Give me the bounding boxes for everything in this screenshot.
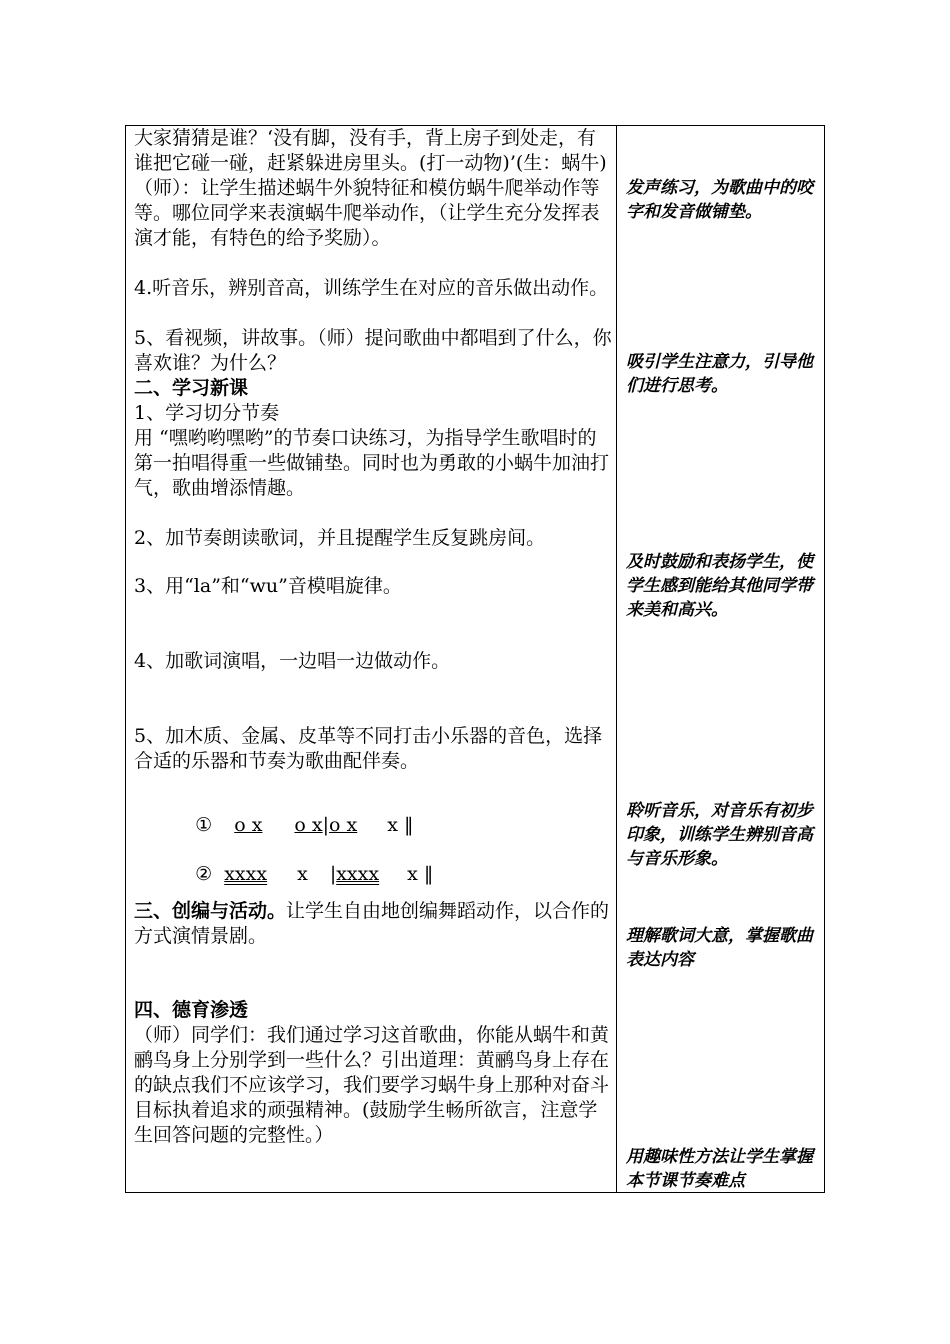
section-heading-4: 四、德育渗透 [134, 999, 249, 1021]
lesson-plan-table [125, 125, 825, 1193]
section-heading-3: 三、创编与活动。 [134, 900, 287, 922]
rhythm-2-barline: | [329, 863, 337, 885]
section-3-body: 让学生自由地创编舞蹈动作，以合作的方式演情景剧。 [134, 900, 610, 947]
rhythm-1-beat-b: o x [294, 814, 323, 836]
section-heading-2: 二、学习新课 [134, 377, 249, 399]
item3-text: 3、用“la”和“wu”音模唱旋律。 [134, 575, 402, 597]
rhythm-2-beat-c: xxxx [336, 863, 380, 885]
video-paragraph: 5、看视频，讲故事。（师）提问歌曲中都唱到了什么，你喜欢谁？为什么？ [134, 327, 612, 374]
note-attention: 吸引学生注意力，引导他们进行思考。 [626, 352, 813, 396]
note-lyrics: 理解歌词大意，掌握歌曲表达内容 [626, 926, 813, 970]
item5-text: 5、加木质、金属、皮革等不同打击小乐器的音色，选择合适的乐器和节奏为歌曲配伴奏。 [134, 725, 603, 772]
section-4-body: （师）同学们：我们通过学习这首歌曲，你能从蜗牛和黄鹂鸟身上分别学到一些什么？引出道理：黄鹂鸟身上存在的缺点我们不应该学习，我们要学习蜗牛身上那种对奋斗目标执着追求的顽强精神。(鼓励学生畅所欲言，注意学生回答问题的完整性。） [134, 1024, 610, 1146]
rhythm-2-beat-b: x [297, 863, 308, 885]
rhythm-1-number: ① [195, 814, 213, 836]
note-vocal-practice: 发声练习，为歌曲中的咬字和发音做铺垫。 [626, 178, 813, 222]
column-divider [616, 126, 617, 1192]
rhythm-2-beat-d: x ‖ [407, 863, 434, 885]
item4-text: 4、加歌词演唱，一边唱一边做动作。 [134, 650, 451, 672]
rhythm-2-number: ② [195, 863, 213, 885]
note-rhythm: 用趣味性方法让学生掌握本节课节奏难点 [626, 1147, 813, 1191]
rhythm-2-beat-a: xxxx [224, 863, 268, 885]
section-3-paragraph [134, 899, 612, 949]
rhythm-1-barline: | [322, 814, 330, 836]
rhythm-1-beat-a: o x [234, 814, 263, 836]
item1-body: 用 “嘿哟哟嘿哟”的节奏口诀练习，为指导学生歌唱时的第一拍唱得重一些做铺垫。同时也为勇敢的小蜗牛加油打气，歌曲增添情趣。 [134, 427, 610, 499]
intro-paragraph: 大家猜猜是谁？‘没有脚，没有手，背上房子到处走，有谁把它碰一碰，赶紧躲进房里头。(打一动物)’(生：蜗牛)（师）：让学生描述蜗牛外貌特征和模仿蜗牛爬举动作等等。哪位同学来表演蜗牛爬举动作，（让学生充分发挥表演才能，有特色的给予奖励）。 [134, 127, 607, 249]
item1-title: 1、学习切分节奏 [134, 402, 280, 424]
note-encourage: 及时鼓励和表扬学生，使学生感到能给其他同学带来美和高兴。 [626, 552, 813, 620]
item2-text: 2、加节奏朗读歌词，并且提醒学生反复跳房间。 [134, 527, 546, 549]
rhythm-1-beat-d: x ‖ [387, 814, 414, 836]
listen-paragraph: 4.听音乐，辨别音高，训练学生在对应的音乐做出动作。 [134, 277, 609, 299]
rhythm-1-beat-c: o x [329, 814, 358, 836]
note-listening: 聆听音乐，对音乐有初步印象，训练学生辨别音高与音乐形象。 [626, 801, 813, 869]
